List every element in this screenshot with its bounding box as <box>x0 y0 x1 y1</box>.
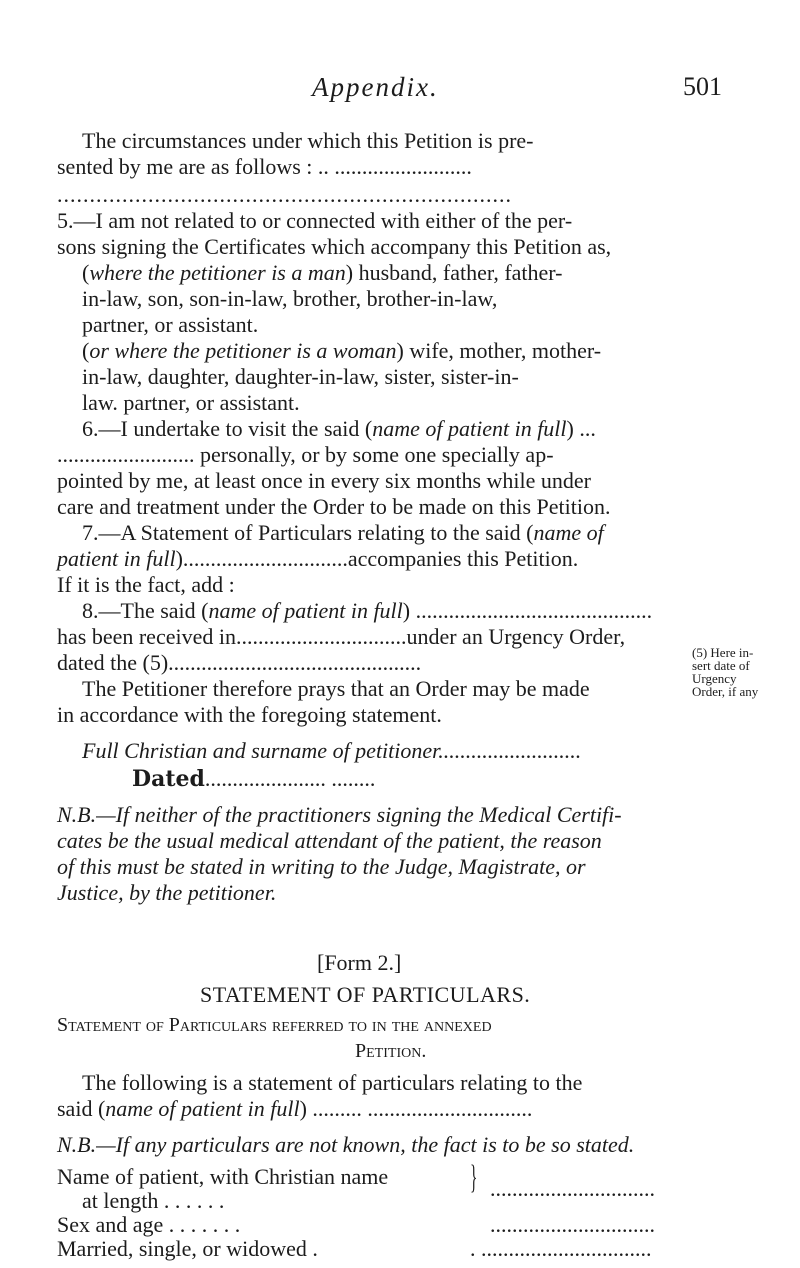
field-marital-blank: . ............................... <box>470 1236 652 1261</box>
form-nb-note: N.B.—If any particulars are not known, the fact is to be so stated. <box>57 1132 635 1157</box>
para-5-line-1: 5.—I am not related to or connected with either of the per- <box>57 208 573 233</box>
page-number: 501 <box>683 72 722 101</box>
para-5-line-5: partner, or assistant. <box>82 312 259 337</box>
nb-note-line-3: of this must be stated in writing to the Judge, Magistrate, or <box>57 854 586 879</box>
para-5-line-4: in-law, son, son-in-law, brother, brother-in-law, <box>82 286 498 311</box>
para-5-line-6: (or where the petitioner is a woman) wife, mother, mother- <box>82 338 602 363</box>
para-7-line-3: If it is the fact, add : <box>57 572 235 597</box>
petition-line-2: sented by me are as follows : .. ......................... <box>57 154 472 179</box>
petition-dotted-line: ...................................................................... <box>57 182 512 207</box>
form-label: [Form 2.] <box>317 950 402 975</box>
para-6-line-4: care and treatment under the Order to be made on this Petition. <box>57 494 611 519</box>
para-8-line-4: The Petitioner therefore prays that an Order may be made <box>82 676 590 701</box>
nb-note-line-4: Justice, by the petitioner. <box>57 880 277 905</box>
field-name-label-line-2: at length . . . . . . <box>82 1188 225 1213</box>
para-5-line-3: (where the petitioner is a man) husband, father, father- <box>82 260 563 285</box>
para-6-line-3: pointed by me, at least once in every six months while under <box>57 468 591 493</box>
field-name-label-line-1: Name of patient, with Christian name <box>57 1164 389 1189</box>
brace-icon: } <box>470 1159 478 1196</box>
para-6-line-1: 6.—I undertake to visit the said (name of patient in full) ... <box>82 416 596 441</box>
form-subheading-line-1: Statement of Particulars referred to in the annexed <box>57 1014 492 1036</box>
para-6-line-2: ......................... personally, or by some one specially ap- <box>57 442 554 467</box>
form-subheading-line-2: Petition. <box>355 1040 427 1062</box>
running-title: Appendix. <box>312 72 439 102</box>
para-7-line-1: 7.—A Statement of Particulars relating to the said (name of <box>82 520 604 545</box>
para-5-line-8: law. partner, or assistant. <box>82 390 300 415</box>
para-5-line-2: sons signing the Certificates which accompany this Petition as, <box>57 234 612 259</box>
para-8-line-2: has been received in...............................under an Urgency Order, <box>57 624 626 649</box>
nb-note-line-1: N.B.—If neither of the practitioners signing the Medical Certifi- <box>57 802 622 827</box>
field-marital-label: Married, single, or widowed . <box>57 1236 318 1261</box>
field-name-blank: .............................. <box>490 1176 655 1201</box>
nb-note-line-2: cates be the usual medical attendant of the patient, the reason <box>57 828 602 853</box>
para-8-line-3: dated the (5).............................................. <box>57 650 422 675</box>
para-8-line-5: in accordance with the foregoing statement. <box>57 702 442 727</box>
field-sex-age-blank: .............................. <box>490 1212 655 1237</box>
petition-line-1: The circumstances under which this Petition is pre- <box>82 128 534 153</box>
para-7-line-2: patient in full)..............................accompanies this Petition. <box>57 546 579 571</box>
margin-note: (5) Here in- sert date of Urgency Order, if any <box>692 645 759 699</box>
form-intro-line-2: said (name of patient in full) ......... .............................. <box>57 1096 533 1121</box>
signature-line: Full Christian and surname of petitioner.......................... <box>82 738 582 763</box>
field-sex-age-label: Sex and age . . . . . . . <box>57 1212 241 1237</box>
para-5-line-7: in-law, daughter, daughter-in-law, sister, sister-in- <box>82 364 519 389</box>
form-heading: STATEMENT OF PARTICULARS. <box>200 982 531 1007</box>
form-intro-line-1: The following is a statement of particulars relating to the <box>82 1070 583 1095</box>
para-8-line-1: 8.—The said (name of patient in full) ........................................... <box>82 598 653 623</box>
dated-line: Dated...................... ........ <box>132 766 376 792</box>
